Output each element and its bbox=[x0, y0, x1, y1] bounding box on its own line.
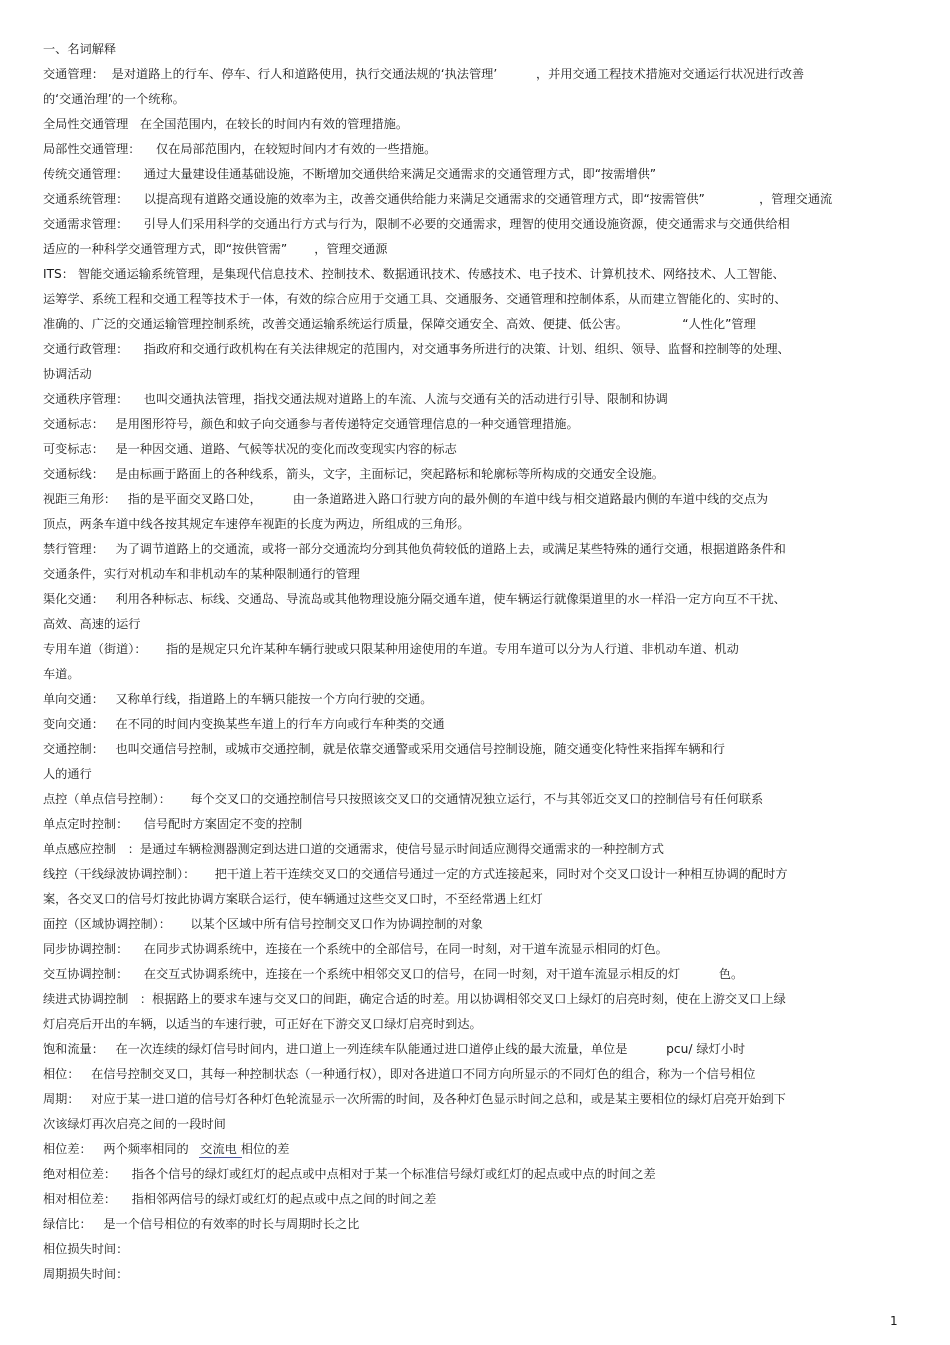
text-line: 交通行政管理： 指政府和交通行政机构在有关法律规定的范围内，对交通事务所进行的决策、计划、组织、领导、监督和控制等的处理、 bbox=[43, 342, 790, 356]
text-line: 高效、高速的运行 bbox=[43, 617, 141, 631]
text-line: 交通标线： 是由标画于路面上的各种线系，箭头，文字，主面标记，突起路标和轮廓标等所构成的交通安全设施。 bbox=[43, 467, 664, 481]
text-line: 人的通行 bbox=[43, 767, 92, 781]
text-line: 灯启亮后开出的车辆，以适当的车速行驶，可正好在下游交叉口绿灯启亮时到达。 bbox=[43, 1017, 482, 1031]
text-line: 协调活动 bbox=[43, 367, 92, 381]
text-line: 交通需求管理： 引导人们采用科学的交通出行方式与行为，限制不必要的交通需求，理智的使用交通设施资源，使交通需求与交通供给相 bbox=[43, 217, 790, 231]
text-line: 交通系统管理： 以提高现有道路交通设施的效率为主，改善交通供给能力来满足交通需求的交通管理方式，即“按需管供” ，管理交通流 bbox=[43, 192, 833, 206]
text-line: 适应的一种科学交通管理方式，即“按供管需” ，管理交通源 bbox=[43, 242, 388, 256]
text-line: 可变标志： 是一种因交通、道路、气候等状况的变化而改变现实内容的标志 bbox=[43, 442, 457, 456]
text-line: 禁行管理： 为了调节道路上的交通流，或将一部分交通流均分到其他负荷较低的道路上去，或满足某些特殊的通行交通，根据道路条件和 bbox=[43, 542, 786, 556]
text-line: 续进式协调控制 ：根据路上的要求车速与交叉口的间距，确定合适的时差。用以协调相邻交叉口上绿灯的启亮时刻，使在上游交叉口上绿 bbox=[43, 992, 786, 1006]
link-underline bbox=[199, 1157, 242, 1158]
text-line: 传统交通管理： 通过大量建设佳通基础设施，不断增加交通供给来满足交通需求的交通管理方式，即“按需增供” bbox=[43, 167, 657, 181]
text-line: 同步协调控制： 在同步式协调系统中，连接在一个系统中的全部信号，在同一时刻，对干道车流显示相同的灯色。 bbox=[43, 942, 668, 956]
text-line: 交通标志： 是用图形符号，颜色和蚊子向交通参与者传递特定交通管理信息的一种交通管理措施。 bbox=[43, 417, 579, 431]
text-line: 周期： 对应于某一进口道的信号灯各种灯色轮流显示一次所需的时间，及各种灯色显示时间之总和，或是某主要相位的绿灯启亮开始到下 bbox=[43, 1092, 786, 1106]
page-number: 1 bbox=[890, 1314, 898, 1328]
text-line: 相位损失时间： bbox=[43, 1242, 129, 1256]
text-line: 局部性交通管理： 仅在局部范围内，在较短时间内才有效的一些措施。 bbox=[43, 142, 437, 156]
text-line: 准确的、广泛的交通运输管理控制系统，改善交通运输系统运行质量，保障交通安全、高效、便捷、低公害。 “人性化”管理 bbox=[43, 317, 756, 331]
text-line: 案，各交叉口的信号灯按此协调方案联合运行，使车辆通过这些交叉口时，不至经常遇上红灯 bbox=[43, 892, 543, 906]
text-line: 的‘交通治理’的一个统称。 bbox=[43, 92, 185, 106]
text-line: 渠化交通： 利用各种标志、标线、交通岛、导流岛或其他物理设施分隔交通车道，使车辆运行就像渠道里的水一样沿一定方向互不干扰、 bbox=[43, 592, 786, 606]
text-line: 运筹学、系统工程和交通工程等技术于一体，有效的综合应用于交通工具、交通服务、交通管理和控制体系，从而建立智能化的、实时的、 bbox=[43, 292, 787, 306]
text-line: ITS： 智能交通运输系统管理，是集现代信息技术、控制技术、数据通讯技术、传感技术、电子技术、计算机技术、网络技术、人工智能、 bbox=[43, 267, 785, 281]
text-line: 交互协调控制： 在交互式协调系统中，连接在一个系统中相邻交叉口的信号，在同一时刻，对干道车流显示相反的灯 色。 bbox=[43, 967, 744, 981]
text-line: 次该绿灯再次启亮之间的一段时间 bbox=[43, 1117, 226, 1131]
text-line: 面控（区域协调控制）： 以某个区域中所有信号控制交叉口作为协调控制的对象 bbox=[43, 917, 483, 931]
text-line: 变向交通： 在不同的时间内变换某些车道上的行车方向或行车种类的交通 bbox=[43, 717, 445, 731]
text-line: 单点定时控制： 信号配时方案固定不变的控制 bbox=[43, 817, 303, 831]
text-line: 全局性交通管理 在全国范围内，在较长的时间内有效的管理措施。 bbox=[43, 117, 409, 131]
text-line: 相位差： 两个频率相同的 交流电 相位的差 bbox=[43, 1142, 290, 1156]
text-line: 绿信比： 是一个信号相位的有效率的时长与周期时长之比 bbox=[43, 1217, 360, 1231]
text-line: 点控（单点信号控制）： 每个交叉口的交通控制信号只按照该交叉口的交通情况独立运行，不与其邻近交叉口的控制信号有任何联系 bbox=[43, 792, 764, 806]
text-line: 交通条件，实行对机动车和非机动车的某种限制通行的管理 bbox=[43, 567, 360, 581]
text-line: 相位： 在信号控制交叉口，其每一种控制状态（一种通行权），即对各进道口不同方向所显示的不同灯色的组合，称为一个信号相位 bbox=[43, 1067, 756, 1081]
text-line: 线控（干线绿波协调控制）： 把干道上若干连续交叉口的交通信号通过一定的方式连接起来，同时对个交叉口设计一种相互协调的配时方 bbox=[43, 867, 788, 881]
text-line: 周期损失时间： bbox=[43, 1267, 129, 1281]
text-line: 绝对相位差： 指各个信号的绿灯或红灯的起点或中点相对于某一个标准信号绿灯或红灯的起点或中点的时间之差 bbox=[43, 1167, 656, 1181]
text-line: 单点感应控制 ：是通过车辆检测器测定到达进口道的交通需求，使信号显示时间适应测得交通需求的一种控制方式 bbox=[43, 842, 664, 856]
text-line: 专用车道（街道）： 指的是规定只允许某种车辆行驶或只限某种用途使用的车道。专用车道可以分为人行道、非机动车道、机动 bbox=[43, 642, 739, 656]
text-line: 交通管理： 是对道路上的行车、停车、行人和道路使用，执行交通法规的‘执法管理’ ，并用交通工程技术措施对交通运行状况进行改善 bbox=[43, 67, 805, 81]
text-line: 视距三角形： 指的是平面交叉路口处， 由一条道路进入路口行驶方向的最外侧的车道中线与相交道路最内侧的车道中线的交点为 bbox=[43, 492, 769, 506]
text-line: 交通秩序管理： 也叫交通执法管理，指找交通法规对道路上的车流、人流与交通有关的活动进行引导、限制和协调 bbox=[43, 392, 668, 406]
text-line: 饱和流量： 在一次连续的绿灯信号时间内，进口道上一列连续车队能通过进口道停止线的最大流量，单位是 pcu/ 绿灯小时 bbox=[43, 1042, 746, 1056]
text-line: 交通控制： 也叫交通信号控制，或城市交通控制，就是依靠交通警或采用交通信号控制设施，随交通变化特性来指挥车辆和行 bbox=[43, 742, 725, 756]
section-heading: 一、名词解释 bbox=[43, 42, 117, 56]
text-line: 车道。 bbox=[43, 667, 80, 681]
text-line: 顶点，两条车道中线各按其规定车速停车视距的长度为两边，所组成的三角形。 bbox=[43, 517, 470, 531]
text-line: 相对相位差： 指相邻两信号的绿灯或红灯的起点或中点之间的时间之差 bbox=[43, 1192, 437, 1206]
text-line: 单向交通： 又称单行线，指道路上的车辆只能按一个方向行驶的交通。 bbox=[43, 692, 433, 706]
